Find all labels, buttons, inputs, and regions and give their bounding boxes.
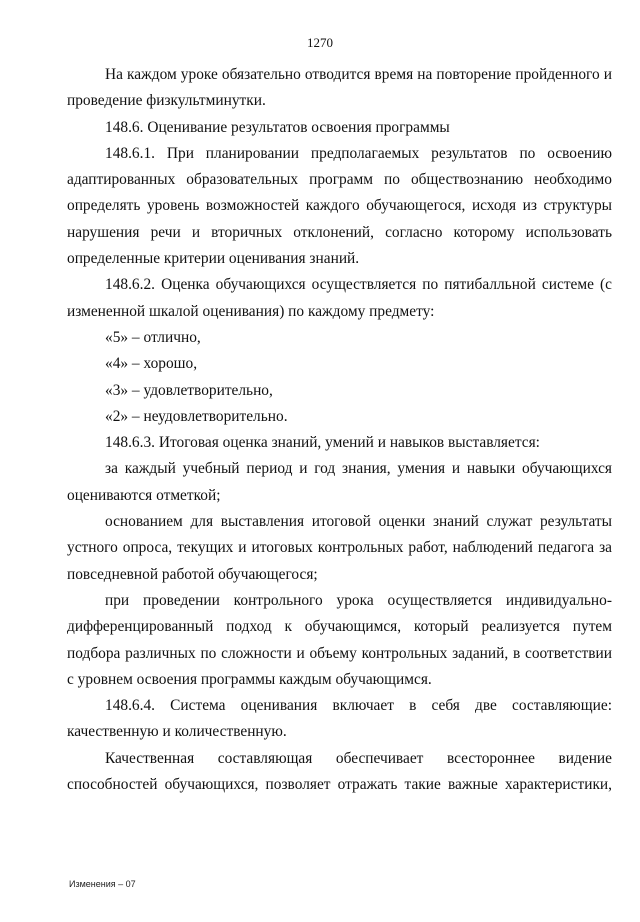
grade-item-3: «3» – удовлетворительно,	[105, 381, 273, 399]
grade-item-5: «5» – отлично,	[105, 328, 201, 346]
grade-item-4: «4» – хорошо,	[105, 355, 198, 373]
grade-item-2: «2» – неудовлетворительно.	[105, 407, 288, 425]
paragraph-148-6-4: 148.6.4. Система оценивания включает в себя две составляющие: качественную и количественную.	[67, 697, 612, 741]
paragraph-148-6-1: 148.6.1. При планировании предполагаемых результатов по освоению адаптированных образовательных программ по обществознанию необходимо определять уровень возможностей каждого обучающегося, исходя из структуры нарушения речи и вторичных отклонений, согласно которому использовать определенные критерии оценивания знаний.	[67, 144, 612, 268]
paragraph-148-6-3: 148.6.3. Итоговая оценка знаний, умений и навыков выставляется:	[105, 434, 540, 452]
section-heading-148-6: 148.6. Оценивание результатов освоения программы	[105, 118, 450, 136]
page-number: 1270	[307, 35, 333, 50]
document-body	[67, 62, 612, 798]
paragraph-148-6-2: 148.6.2. Оценка обучающихся осуществляется по пятибалльной системе (с измененной шкалой оценивания) по каждому предмету:	[67, 276, 612, 320]
paragraph-repetition: На каждом уроке обязательно отводится время на повторение пройденного и проведение физкультминутки.	[67, 66, 612, 110]
paragraph-control-lesson: при проведении контрольного урока осуществляется индивидуально-дифференцированный подход к обучающимся, который реализуется путем подбора различных по сложности и объему контрольных заданий, в соответствии с уровнем освоения программы каждым обучающимся.	[67, 591, 612, 688]
footer-changes-note: Изменения – 07	[69, 879, 136, 889]
paragraph-basis: основанием для выставления итоговой оценки знаний служат результаты устного опроса, текущих и итоговых контрольных работ, наблюдений педагога за повседневной работой обучающегося;	[67, 513, 612, 583]
paragraph-qualitative: Качественная составляющая обеспечивает всестороннее видение способностей обучающихся, позволяет отражать такие важные характеристики,	[67, 749, 612, 794]
paragraph-each-period: за каждый учебный период и год знания, умения и навыки обучающихся оцениваются отметкой;	[67, 460, 612, 504]
